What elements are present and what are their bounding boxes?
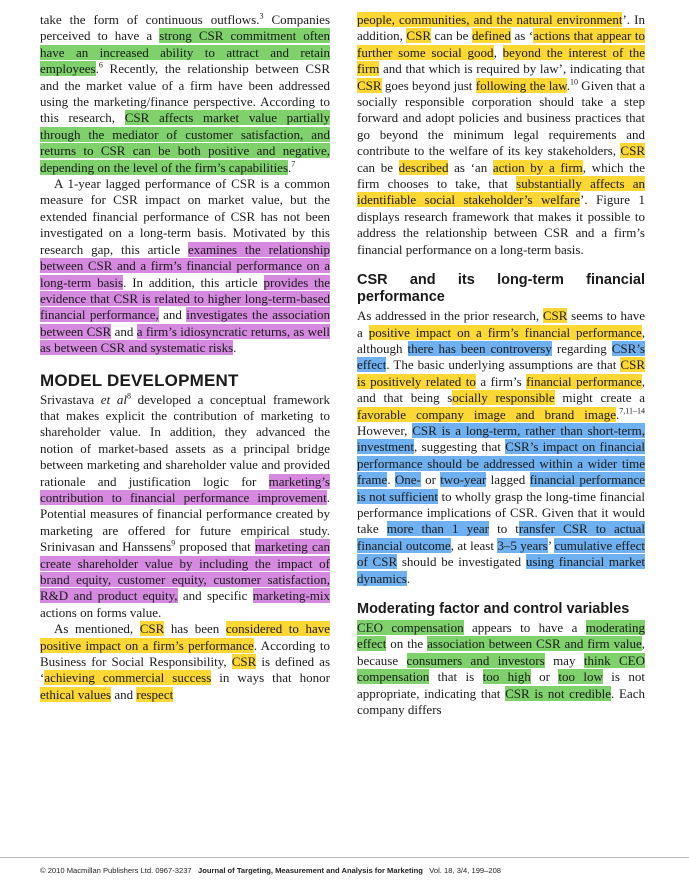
text-run: Srivastava [40,391,101,407]
text-run: . [406,570,411,586]
highlighted-text: strong CSR commitment often have an increased ability to attract and retain employees [40,28,330,77]
highlighted-text: investigates the association between CSR [40,307,330,339]
highlighted-text: CEO compensation [357,620,464,635]
text-run: or [530,669,559,685]
highlighted-text: 3–5 years [497,537,548,553]
text-run: As addressed in the prior research, [357,308,543,324]
citation-superscript: 3 [259,11,264,21]
text-run: should be investigated [397,554,526,570]
highlighted-text: considered to have positive impact on a firm’s performance [40,621,330,653]
text-run: . [95,61,99,77]
highlighted-text: positive impact on a firm’s financial performance [368,324,642,340]
subsection-heading: CSR and its long-term financial performance [357,272,645,306]
text-run: a firm’s [475,373,527,389]
text-run: . Each company differs [357,685,646,718]
highlighted-text: more than 1 year [386,521,489,537]
text-run: . The basic underlying assumptions are that [386,357,621,373]
footer-copyright: © 2010 Macmillan Publishers Ltd. 0967-3237 [40,866,192,875]
text-run: appears to have a [463,620,586,635]
text-run: and [111,323,137,339]
text-run: . [288,159,292,175]
highlighted-text: actions that appear to further some social good [357,28,645,60]
text-run: ’ [547,537,555,553]
text-run: and [158,307,187,323]
highlighted-text: too low [558,669,603,685]
text-run: to t [489,521,519,537]
highlighted-text: CSR affects market value partially through the mediator of customer satisfaction, and returns to CSR can be both positive and negative, depending on the level of the firm’s capabilities [40,110,330,175]
text-run: . [566,77,570,93]
highlighted-text: provides the evidence that CSR is related to higher long-term-based financial performance, [40,274,330,323]
text-run: is defined as ‘ [40,654,331,686]
text-run: and that which is required by law’, indicating that [379,61,645,77]
highlighted-text: financial performance [526,373,642,389]
footer-journal: Journal of Targeting, Measurement and Analysis for Marketing [198,866,423,875]
highlighted-text: think CEO compensation [357,652,646,685]
text-run: to wholly grasp the long-time financial performance implications of CSR. Given that it would take [357,488,645,537]
text-run: might create a [554,390,645,406]
highlighted-text: examines the relationship between CSR and a firm’s financial performance on a long-term basis [40,241,330,290]
highlighted-text: action by a firm [492,159,583,175]
italic-text: et al [100,391,127,407]
text-run: as ‘ [510,28,534,44]
highlighted-text: described [398,159,449,175]
highlighted-text: ransfer CSR to actual financial outcome [357,521,646,553]
text-run: goes beyond just [381,77,476,93]
text-run: take the form of continuous outflows. [40,12,260,27]
paragraph [40,621,330,703]
highlighted-text: CSR [231,654,257,670]
text-run: , because [357,636,645,668]
text-run: , suggesting that [414,439,506,455]
paragraph [40,12,330,176]
highlighted-text: CSR is positively related to [357,357,645,389]
citation-superscript: 6 [98,60,103,70]
text-run: , at least [450,537,498,553]
text-run: . [616,406,620,422]
highlighted-text: beyond the interest of the firm [357,44,645,77]
text-run: regarding [551,340,612,356]
highlighted-text: CSR is a long-term, rather than short-term, investment [357,422,645,455]
right-column [357,12,645,718]
highlighted-text: cumulative effect of CSR [357,537,645,570]
highlighted-text: following the law [475,77,567,93]
highlighted-text: there has been controversy [407,340,552,356]
highlighted-text: too high [482,669,531,685]
highlighted-text: consumers and investors [406,652,545,668]
citation-superscript: 10 [569,77,578,87]
text-run: actions on forms value. [40,604,162,620]
text-run: ’. In addition, [357,12,645,44]
footer-divider [0,857,689,858]
highlighted-text: defined [471,28,511,44]
text-run: in ways that honor [211,670,330,686]
highlighted-text: One- [394,472,421,488]
highlighted-text: using financial market dynamics [357,554,646,586]
text-run: and [111,686,137,702]
text-run: . In addition, this article [123,274,264,290]
highlighted-text: ocially responsible [452,390,555,406]
highlighted-text: achieving commercial success [44,670,212,686]
highlighted-text: people, communities, and the natural environment [357,12,623,27]
text-run: , which the firm chooses to take, that [357,159,646,192]
text-run: can be [357,159,399,175]
left-column [40,12,330,703]
text-run: and specific [177,588,253,604]
highlighted-text: CSR [357,77,382,93]
paragraph [40,176,330,356]
highlighted-text: CSR [542,308,568,324]
citation-superscript: 8 [126,391,131,401]
text-run: on the [386,636,428,652]
text-run: may [544,652,584,668]
text-run: can be [431,28,472,44]
section-heading: MODEL DEVELOPMENT [40,370,239,390]
paragraph [357,308,645,587]
citation-superscript: 7,11–14 [619,406,645,416]
text-run: as ‘an [448,159,493,175]
text-run: proposed that [175,539,256,555]
text-run: Recently, the relationship between CSR and the market value of a firm have been addressed using the marketing/finance perspective. According to this research, [40,61,330,126]
text-run: has been [164,621,226,637]
highlighted-text: marketing’s contribution to financial performance improvement [40,473,330,505]
text-run: that is [429,669,483,685]
text-run: As mentioned, [54,621,140,637]
text-run: is not appropriate, indicating that [357,669,645,701]
highlighted-text: CSR’s effect [357,340,645,373]
text-run: or [420,472,441,488]
footer-volume: Vol. 18, 3/4, 199–208 [429,866,502,875]
text-run: , although [357,324,645,356]
text-run: . [233,340,237,356]
highlighted-text: two-year [440,472,487,488]
citation-superscript: 7 [291,159,296,169]
text-run: Given that a socially responsible corporation should take a step forward and adopt policies and business practices that go beyond the minimum legal requirements and contribute to the welfare of its key stakeholders, [357,77,645,159]
text-run: However, [357,422,413,438]
paragraph [357,12,645,258]
highlighted-text: association between CSR and firm value [427,636,642,652]
text-run: Companies perceived to have a [40,12,331,44]
text-run: developed a conceptual framework that makes explicit the contribution of marketing to shareholder value. In addition, they advanced the notion of market-based assets as a principal bridge between marketing and shareholder value and provided rationale and justification logic for [40,391,331,489]
page-footer [40,866,660,875]
text-run: lagged [486,472,530,488]
text-run: A 1-year lagged performance of CSR is a common measure for CSR impact on market value, but the extended financial performance of CSR has not been investigated on a long-term basis. Motivated by this research gap, this article [40,176,330,257]
highlighted-text: a firm’s idiosyncratic returns, as well as between CSR and systematic risks [40,323,330,356]
text-run: ’. Figure 1 displays research framework that makes it possible to address the relationship between CSR and a firm’s financial performance on a long-term basis. [357,192,645,257]
paragraph [357,620,645,718]
highlighted-text: CSR is not credible [505,685,612,701]
highlighted-text: ethical values [40,686,112,702]
highlighted-text: marketing-mix [252,588,330,604]
highlighted-text: CSR’s impact on financial performance should be addressed within a wider time frame [357,439,645,488]
highlighted-text: financial performance is not sufficient [357,472,645,504]
highlighted-text: CSR [406,28,431,44]
text-run: . [387,472,395,488]
paragraph [40,392,330,622]
text-run: , [493,44,503,60]
highlighted-text: moderating effect [357,620,645,652]
text-run: seems to have a [357,308,646,340]
subsection-heading: Moderating factor and control variables [357,601,630,617]
highlighted-text: marketing can create shareholder value by including the impact of brand equity, customer equity, customer satisfaction, R&D and product equity, [40,539,330,604]
highlighted-text: substantially affects an identifiable social stakeholder’s welfare [357,176,645,208]
highlighted-text: CSR [620,143,645,159]
highlighted-text: CSR [139,621,165,637]
highlighted-text: favorable company image and brand image [357,406,617,422]
citation-superscript: 9 [171,538,176,548]
text-run: , and that being s [357,373,646,406]
text-run: . According to Business for Social Responsibility, [40,637,331,670]
text-run: . Potential measures of financial performance created by marketing are offered for future empirical study. Srinivasan and Hanssens [40,489,330,555]
highlighted-text: respect [136,686,174,702]
